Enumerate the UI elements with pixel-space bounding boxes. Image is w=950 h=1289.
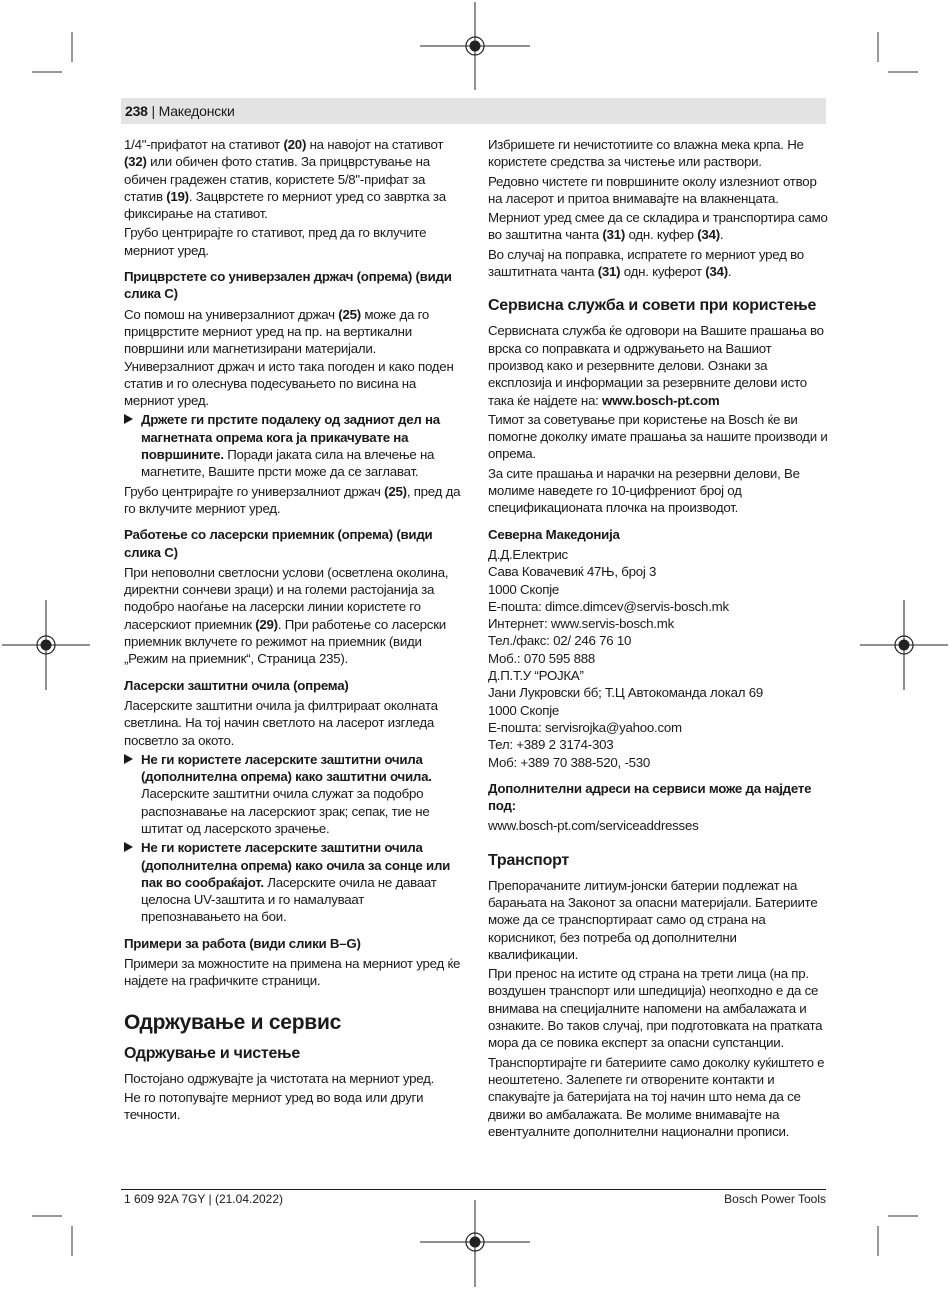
warning-arrow-icon bbox=[124, 842, 133, 852]
page-number: 238 bbox=[125, 103, 148, 119]
service-addresses-link[interactable]: www.bosch-pt.com/serviceaddresses bbox=[488, 818, 699, 834]
registration-mark-left bbox=[2, 600, 90, 690]
paragraph: Редовно чистете ги површините околу излезниот отвор на ласерот и притоа внимавајте на влакненцата. bbox=[488, 173, 817, 206]
paragraph: Тимот за советување при користење на Bosch ќе ви помогне доколку имате прашања за нашите производи и опрема. bbox=[488, 411, 828, 462]
paragraph: Избришете ги нечистотиите со влажна мека крпа. Не користете средства за чистење или раствори. bbox=[488, 137, 804, 170]
address-line: Моб: +389 70 388-520, -530 bbox=[488, 754, 651, 770]
subheading-more-addresses: Дополнителни адреси на сервиси може да најдете под: bbox=[488, 780, 812, 814]
subheading-country: Северна Македонија bbox=[488, 526, 620, 542]
address-line: 1000 Скопје bbox=[488, 702, 560, 718]
header-separator: | bbox=[147, 103, 159, 119]
address-line: Интернет: www.servis-bosch.mk bbox=[488, 616, 674, 632]
address-line: Е-пошта: servisrojka@yahoo.com bbox=[488, 719, 682, 735]
address-line: Јани Лукровски бб; Т.Ц Автокоманда локал 69 bbox=[488, 685, 764, 701]
left-column bbox=[124, 136, 464, 1126]
address-line: Д.Д.Електрис bbox=[488, 546, 568, 562]
footer-doc-id: 1 609 92A 7GY | (21.04.2022) bbox=[124, 1192, 284, 1206]
section-heading-cleaning: Одржување и чистење bbox=[124, 1044, 301, 1062]
section-heading-service: Сервисна служба и совети при користење bbox=[488, 297, 817, 315]
address-line: Сава Ковачевиќ 47Њ, број 3 bbox=[488, 564, 657, 580]
subheading-universal-holder: Прицврстете со универзален држач (опрема) (види слика C) bbox=[124, 269, 452, 302]
address-block-1 bbox=[488, 546, 828, 667]
registration-mark-top bbox=[420, 2, 530, 90]
warning-item: Држете ги прстите подалеку од задниот дел на магнетната опрема кога ја прикачувате на површините. Поради јаката сила на влечење на магнетите, Вашите прсти може да се заглават. bbox=[124, 411, 464, 480]
registration-mark-bottom bbox=[420, 1200, 530, 1287]
address-line: Тел./факс: 02/ 246 76 10 bbox=[488, 633, 632, 649]
paragraph: Со помош на универзалниот држач (25) може да го прицврстите мерниот уред на пр. на вертикални површини или магнетизирани материјали. Универзалниот држач и исто така погоден и како поден статив и го олеснува подесувањето по висина на мерниот уред. bbox=[124, 306, 454, 409]
right-column bbox=[488, 136, 828, 1142]
paragraph: Не го потопувајте мерниот уред во вода или други течности. bbox=[124, 1089, 424, 1123]
section-heading-transport: Транспорт bbox=[488, 851, 569, 869]
address-line: Тел: +389 2 3174-303 bbox=[488, 737, 614, 753]
bosch-link[interactable]: www.bosch-pt.com bbox=[602, 392, 720, 408]
registration-mark-right bbox=[860, 600, 948, 690]
paragraph: Грубо центрирајте го стативот, пред да го вклучите мерниот уред. bbox=[124, 225, 427, 258]
paragraph: Транспортирајте ги батериите само доколку куќиштето е неоштетено. Залепете ги отворените контакти и спакувајте ја батеријата на тој начин што нема да се движи во амбалажата. Ве молиме внимавајте на евентуалните дополнителни национални прописи. bbox=[488, 1054, 825, 1139]
paragraph: При пренос на истите од страна на трети лица (на пр. воздушен транспорт или шпедиција) неопходно е да се внимава на специјалните напомени на амбалажата и ознаките. Во таков случај, при подготовката на пратката мора да се повика експерт за опасни супстанции. bbox=[488, 966, 823, 1051]
paragraph: Ласерските заштитни очила ја филтрираат околната светлина. На тој начин светлото на ласерот изгледа посветло за окото. bbox=[124, 697, 438, 748]
subheading-laser-glasses: Ласерски заштитни очила (опрема) bbox=[124, 677, 349, 693]
address-line: Д.П.Т.У “РОЈКА” bbox=[488, 668, 584, 684]
footer-rule bbox=[121, 1189, 826, 1190]
paragraph: За сите прашања и нарачки на резервни делови, Ве молиме наведете го 10-цифрениот број од спецификационата плочка на производот. bbox=[488, 465, 800, 516]
paragraph: Во случај на поправка, испратете го мерниот уред во заштитната чанта (31) одн. куферот (34). bbox=[488, 246, 804, 280]
paragraph: Грубо центрирајте го универзалниот држач (25), пред да го вклучите мерниот уред. bbox=[124, 483, 461, 516]
section-title-maintenance: Одржување и сервис bbox=[124, 1010, 342, 1034]
paragraph: Препорачаните литиум-јонски батерии подлежат на барањата на Законот за опасни материјали. Батериите може да се транспортираат само од страна на корисникот, без потреба од дополнителни квалификации. bbox=[488, 877, 818, 962]
warning-arrow-icon bbox=[124, 414, 133, 424]
warning-item: Не ги користете ласерските заштитни очила (дополнителна опрема) како очила за сонце или пак во сообраќајот. Ласерските очила не даваат целосна UV-заштита и го намалуваат препознавањето на бои. bbox=[124, 839, 464, 925]
footer-brand: Bosch Power Tools bbox=[724, 1192, 826, 1206]
page-header bbox=[125, 102, 235, 120]
subheading-work-examples: Примери за работа (види слики B–G) bbox=[124, 935, 361, 951]
warning-arrow-icon bbox=[124, 754, 133, 764]
paragraph: Постојано одржувајте ја чистотата на мерниот уред. bbox=[124, 1070, 435, 1086]
warning-item: Не ги користете ласерските заштитни очила (дополнителна опрема) како заштитни очила. Ласерските заштитни очила служат за подобро распознавање на ласерскиот зрак; сепак, тие не штитат од ласерското зрачење. bbox=[124, 751, 464, 837]
address-block-2 bbox=[488, 667, 828, 771]
paragraph: 1/4"-прифатот на стативот (20) на навојот на стативот (32) или обичен фото статив. За прицврстување на обичен градежен статив, користете 5/8"-прифат за статив (19). Зацврстете го мерниот уред со завртка за фиксирање на стативот. bbox=[124, 137, 446, 222]
subheading-laser-receiver: Работење со ласерски приемник (опрема) (види слика C) bbox=[124, 527, 433, 560]
header-language: Македонски bbox=[158, 103, 235, 119]
paragraph: Мерниот уред смее да се складира и транспортира само во заштитна чанта (31) одн. куфер (34). bbox=[488, 210, 828, 243]
paragraph: Примери за можностите на примена на мерниот уред ќе најдете на графичките страници. bbox=[124, 956, 461, 989]
address-line: 1000 Скопје bbox=[488, 581, 560, 597]
address-line: Моб.: 070 595 888 bbox=[488, 650, 596, 666]
paragraph: При неповолни светлосни услови (осветлена околина, директни сончеви зраци) и на големи растојанија за подобро наоѓање на ласерски линии користете го ласерскиот приемник (29). При работење со ласерски приемник вклучете го режимот на приемник (види „Режим на приемник“, Страница 235). bbox=[124, 564, 449, 667]
address-line: Е-пошта: dimce.dimcev@servis-bosch.mk bbox=[488, 598, 729, 614]
paragraph: Сервисната служба ќе одговори на Вашите прашања во врска со поправката и одржувањето на Вашиот производ како и резервните делови. Ознаки за експлозија и информации за резервните делови исто така ќе најдете на: www.bosch-pt.com bbox=[488, 323, 824, 408]
